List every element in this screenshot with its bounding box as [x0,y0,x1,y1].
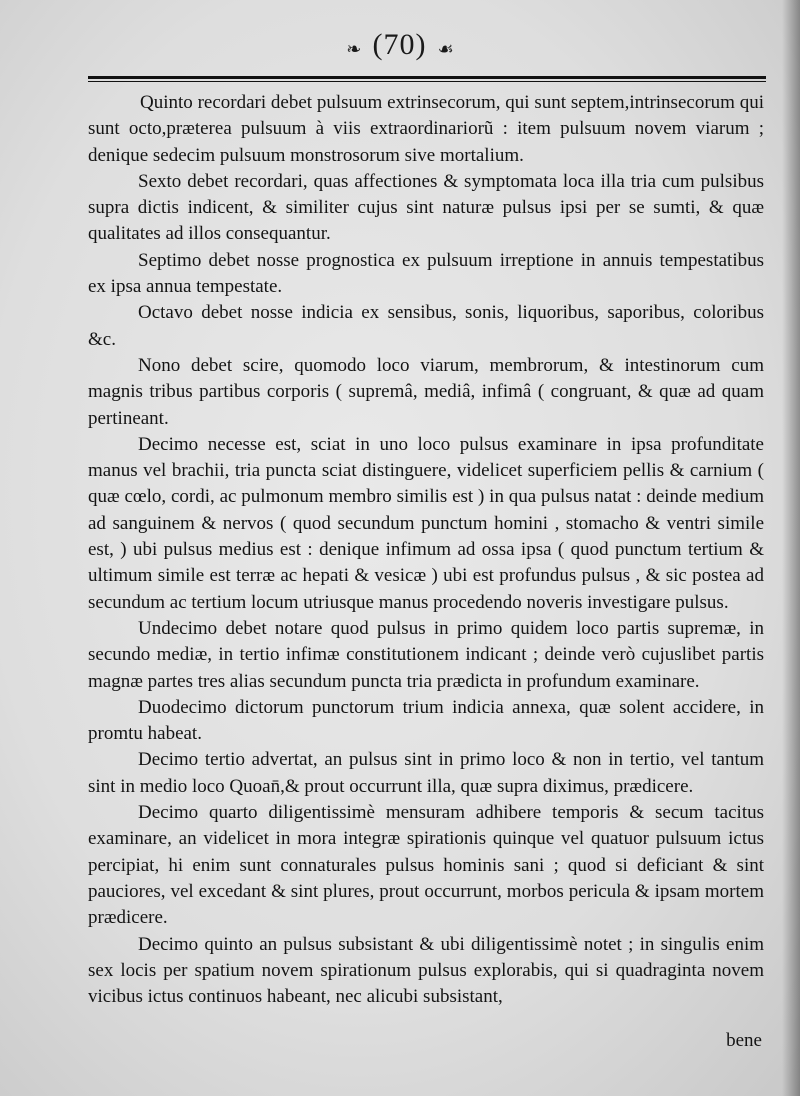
paragraph-duodecimo: Duodecimo dictorum punctorum trium indicia annexa, quæ solent accidere, in promtu habeat. [88,696,764,745]
paragraph-decimo-tertio: Decimo tertio advertat, an pulsus sint in primo loco & non in tertio, vel tantum sint in medio loco Quoan̄,& prout occurrunt illa, quæ supra diximus, prædicere. [88,749,764,797]
page-header [0,28,800,72]
paragraph-septimo: Septimo debet nosse prognostica ex pulsuum irreptione in annuis tempestatibus ex ipsa annua tempestate. [88,249,764,298]
body-text [88,90,764,1010]
header-rule [88,76,766,82]
paragraph-decimo-quinto: Decimo quinto an pulsus subsistant & ubi diligentissimè notet ; in singulis enim sex locis per spatium novem spirationum pulsus explorabis, qui si quadraginta novem vicibus ictus continuos habeant, nec alicubi subsistant, [88,933,764,1008]
catchword: bene [726,1030,762,1051]
page-number: (70) [372,28,427,61]
paragraph-nono: Nono debet scire, quomodo loco viarum, membrorum, & intestinorum cum magnis tribus partibus corporis ( supremâ, mediâ, infimâ ( congruant, & quæ ad quam pertineant. [88,354,764,429]
paragraph-quinto: Quinto recordari debet pulsuum extrinsecorum, qui sunt septem,intrinsecorum qui sunt octo,præterea pulsuum à viis extraordinariorũ : item pulsuum novem viarum ; denique sedecim pulsuum monstrosorum sive mortalium. [88,92,764,166]
paragraph-undecimo: Undecimo debet notare quod pulsus in primo quidem loco partis supremæ, in secundo mediæ, in tertio infimæ constitutionem indicant ; deinde verò cujuslibet partis magnæ partes tres alias secundum puncta tria prædicta in profundum examinare. [88,617,764,692]
ornament-left-icon: ❧ [346,39,362,60]
paragraph-octavo: Octavo debet nosse indicia ex sensibus, sonis, liquoribus, saporibus, coloribus &c. [88,302,764,350]
paragraph-decimo-quarto: Decimo quarto diligentissimè mensuram adhibere temporis & secum tacitus examinare, an videlicet in mora integræ spirationis quinque vel quatuor pulsuum ictus percipiat, hi enim sunt connaturales pulsus hominis sani ; quod si deficiant & sint pauciores, vel excedant & sint plures, prout occurrunt, morbos pericula & ipsam mortem prædicere. [88,802,764,929]
paragraph-sexto: Sexto debet recordari, quas affectiones & symptomata loca illa tria cum pulsibus supra dictis indicent, & similiter cujus sint naturæ pulsus ipsi per se sumti, & quæ qualitates ad illos consequantur. [88,170,764,245]
ornament-right-icon: ☙ [437,39,454,60]
paragraph-decimo: Decimo necesse est, sciat in uno loco pulsus examinare in ipsa profunditate manus vel brachii, tria puncta sciat distinguere, videlicet superficiem pellis & carnium ( quæ cœlo, cordi, ac pulmonum membro similis est ) in qua pulsus natat : deinde medium ad sanguinem & nervos ( quod secundum punctum homini , stomacho & ventri simile est, ) ubi pulsus medius est : denique infimum ad ossa ipsa ( quod punctum tertium & ultimum simile est terræ ac hepati & vesicæ ) ubi est profundus pulsus , & sic postea ad secundum ac tertium locum utriusque manus procedendo noveris investigare pulsus. [88,433,764,613]
page-edge-shadow [782,0,800,1096]
